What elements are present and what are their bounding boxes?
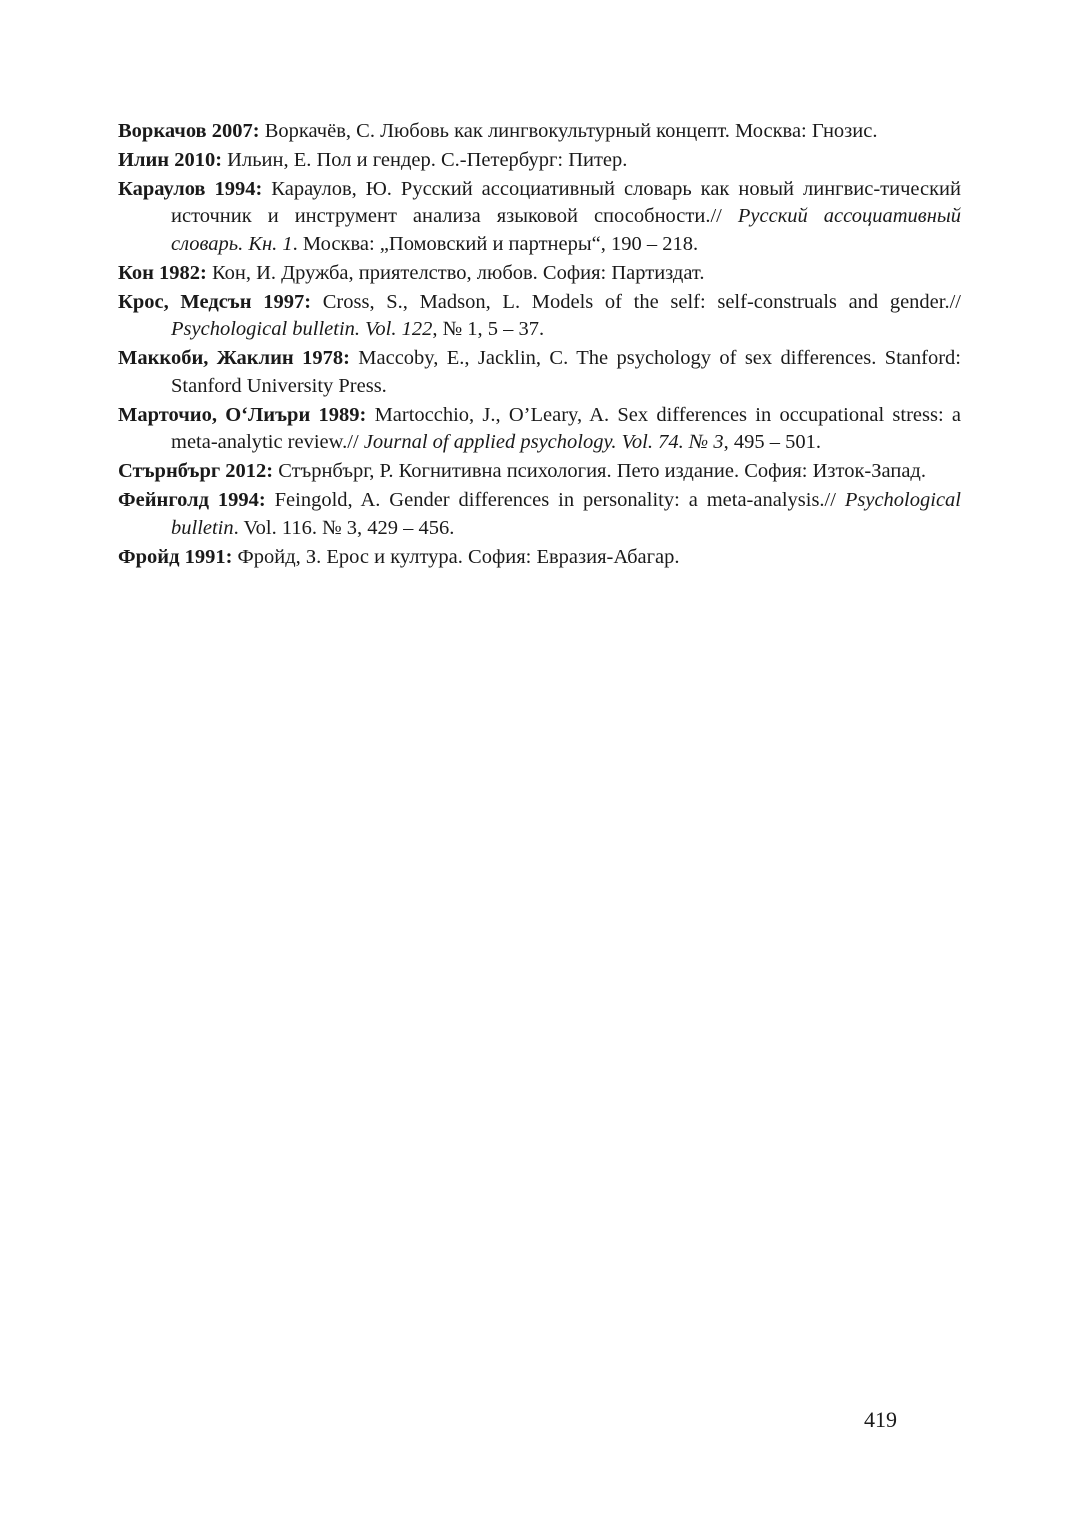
reference-text: Караулов, Ю. Русский ассоциативный словарь как новый лингвис-тический источник и инструмент анализа языковой способности.// — [171, 177, 962, 228]
reference-entry — [118, 544, 961, 572]
page-number: 419 — [864, 1407, 897, 1432]
reference-entry — [118, 147, 961, 175]
reference-entry — [118, 176, 961, 259]
reference-list — [118, 118, 961, 572]
reference-key: Стърнбърг 2012: — [118, 460, 274, 483]
reference-text: Maccoby, E., Jacklin, C. The psychology of sex differences. Stanford: Stanford University Press. — [171, 347, 961, 397]
reference-text: . Москва: „Помовский и партнеры“, 190 – 218. — [292, 232, 699, 255]
reference-key: Фейнголд 1994: — [118, 489, 266, 512]
reference-text: , № 1, 5 – 37. — [432, 318, 545, 341]
reference-key: Крос, Медсън 1997: — [118, 290, 312, 313]
reference-entry — [118, 118, 961, 146]
reference-text: Фройд, З. Ерос и култура. София: Евразия-Абагар. — [232, 545, 680, 568]
reference-entry — [118, 345, 961, 400]
reference-source-title: Русский ассоциативный словарь. Кн. 1 — [171, 205, 961, 255]
reference-entry — [118, 289, 961, 344]
reference-text: , 495 – 501. — [723, 431, 821, 454]
reference-key: Илин 2010: — [118, 148, 223, 171]
reference-entry — [118, 402, 961, 457]
reference-source-title: Psychological bulletin. Vol. 122 — [171, 318, 433, 341]
reference-text: Воркачёв, С. Любовь как лингвокультурный концепт. Москва: Гнозис. — [259, 120, 878, 142]
reference-source-title: Psychological bulletin — [171, 489, 961, 539]
reference-source-title: Journal of applied psychology. Vol. 74. № 3 — [363, 431, 724, 454]
reference-key: Фройд 1991: — [118, 545, 233, 568]
reference-entry — [118, 260, 961, 288]
reference-key: Караулов 1994: — [118, 177, 263, 200]
reference-key: Воркачов 2007: — [118, 120, 260, 142]
reference-text: Ильин, Е. Пол и гендер. С.-Петербург: Питер. — [222, 148, 628, 171]
reference-entry — [118, 487, 961, 542]
reference-key: Марточио, О‘Лиъри 1989: — [118, 403, 367, 426]
reference-text: Кон, И. Дружба, приятелство, любов. София: Партиздат. — [206, 261, 705, 284]
reference-text: . Vol. 116. № 3, 429 – 456. — [233, 516, 455, 539]
reference-key: Кон 1982: — [118, 261, 207, 284]
reference-text: Martocchio, J., O’Leary, A. Sex differences in occupational stress: a meta-analytic review.// — [171, 403, 961, 454]
reference-entry — [118, 458, 961, 486]
reference-key: Маккоби, Жаклин 1978: — [118, 347, 350, 370]
reference-text: Feingold, A. Gender differences in personality: a meta-analysis.// — [265, 489, 845, 512]
reference-text: Cross, S., Madson, L. Models of the self: self-construals and gender.// — [311, 290, 961, 313]
reference-text: Стърнбърг, Р. Когнитивна психология. Пето издание. София: Изток-Запад. — [273, 460, 926, 483]
